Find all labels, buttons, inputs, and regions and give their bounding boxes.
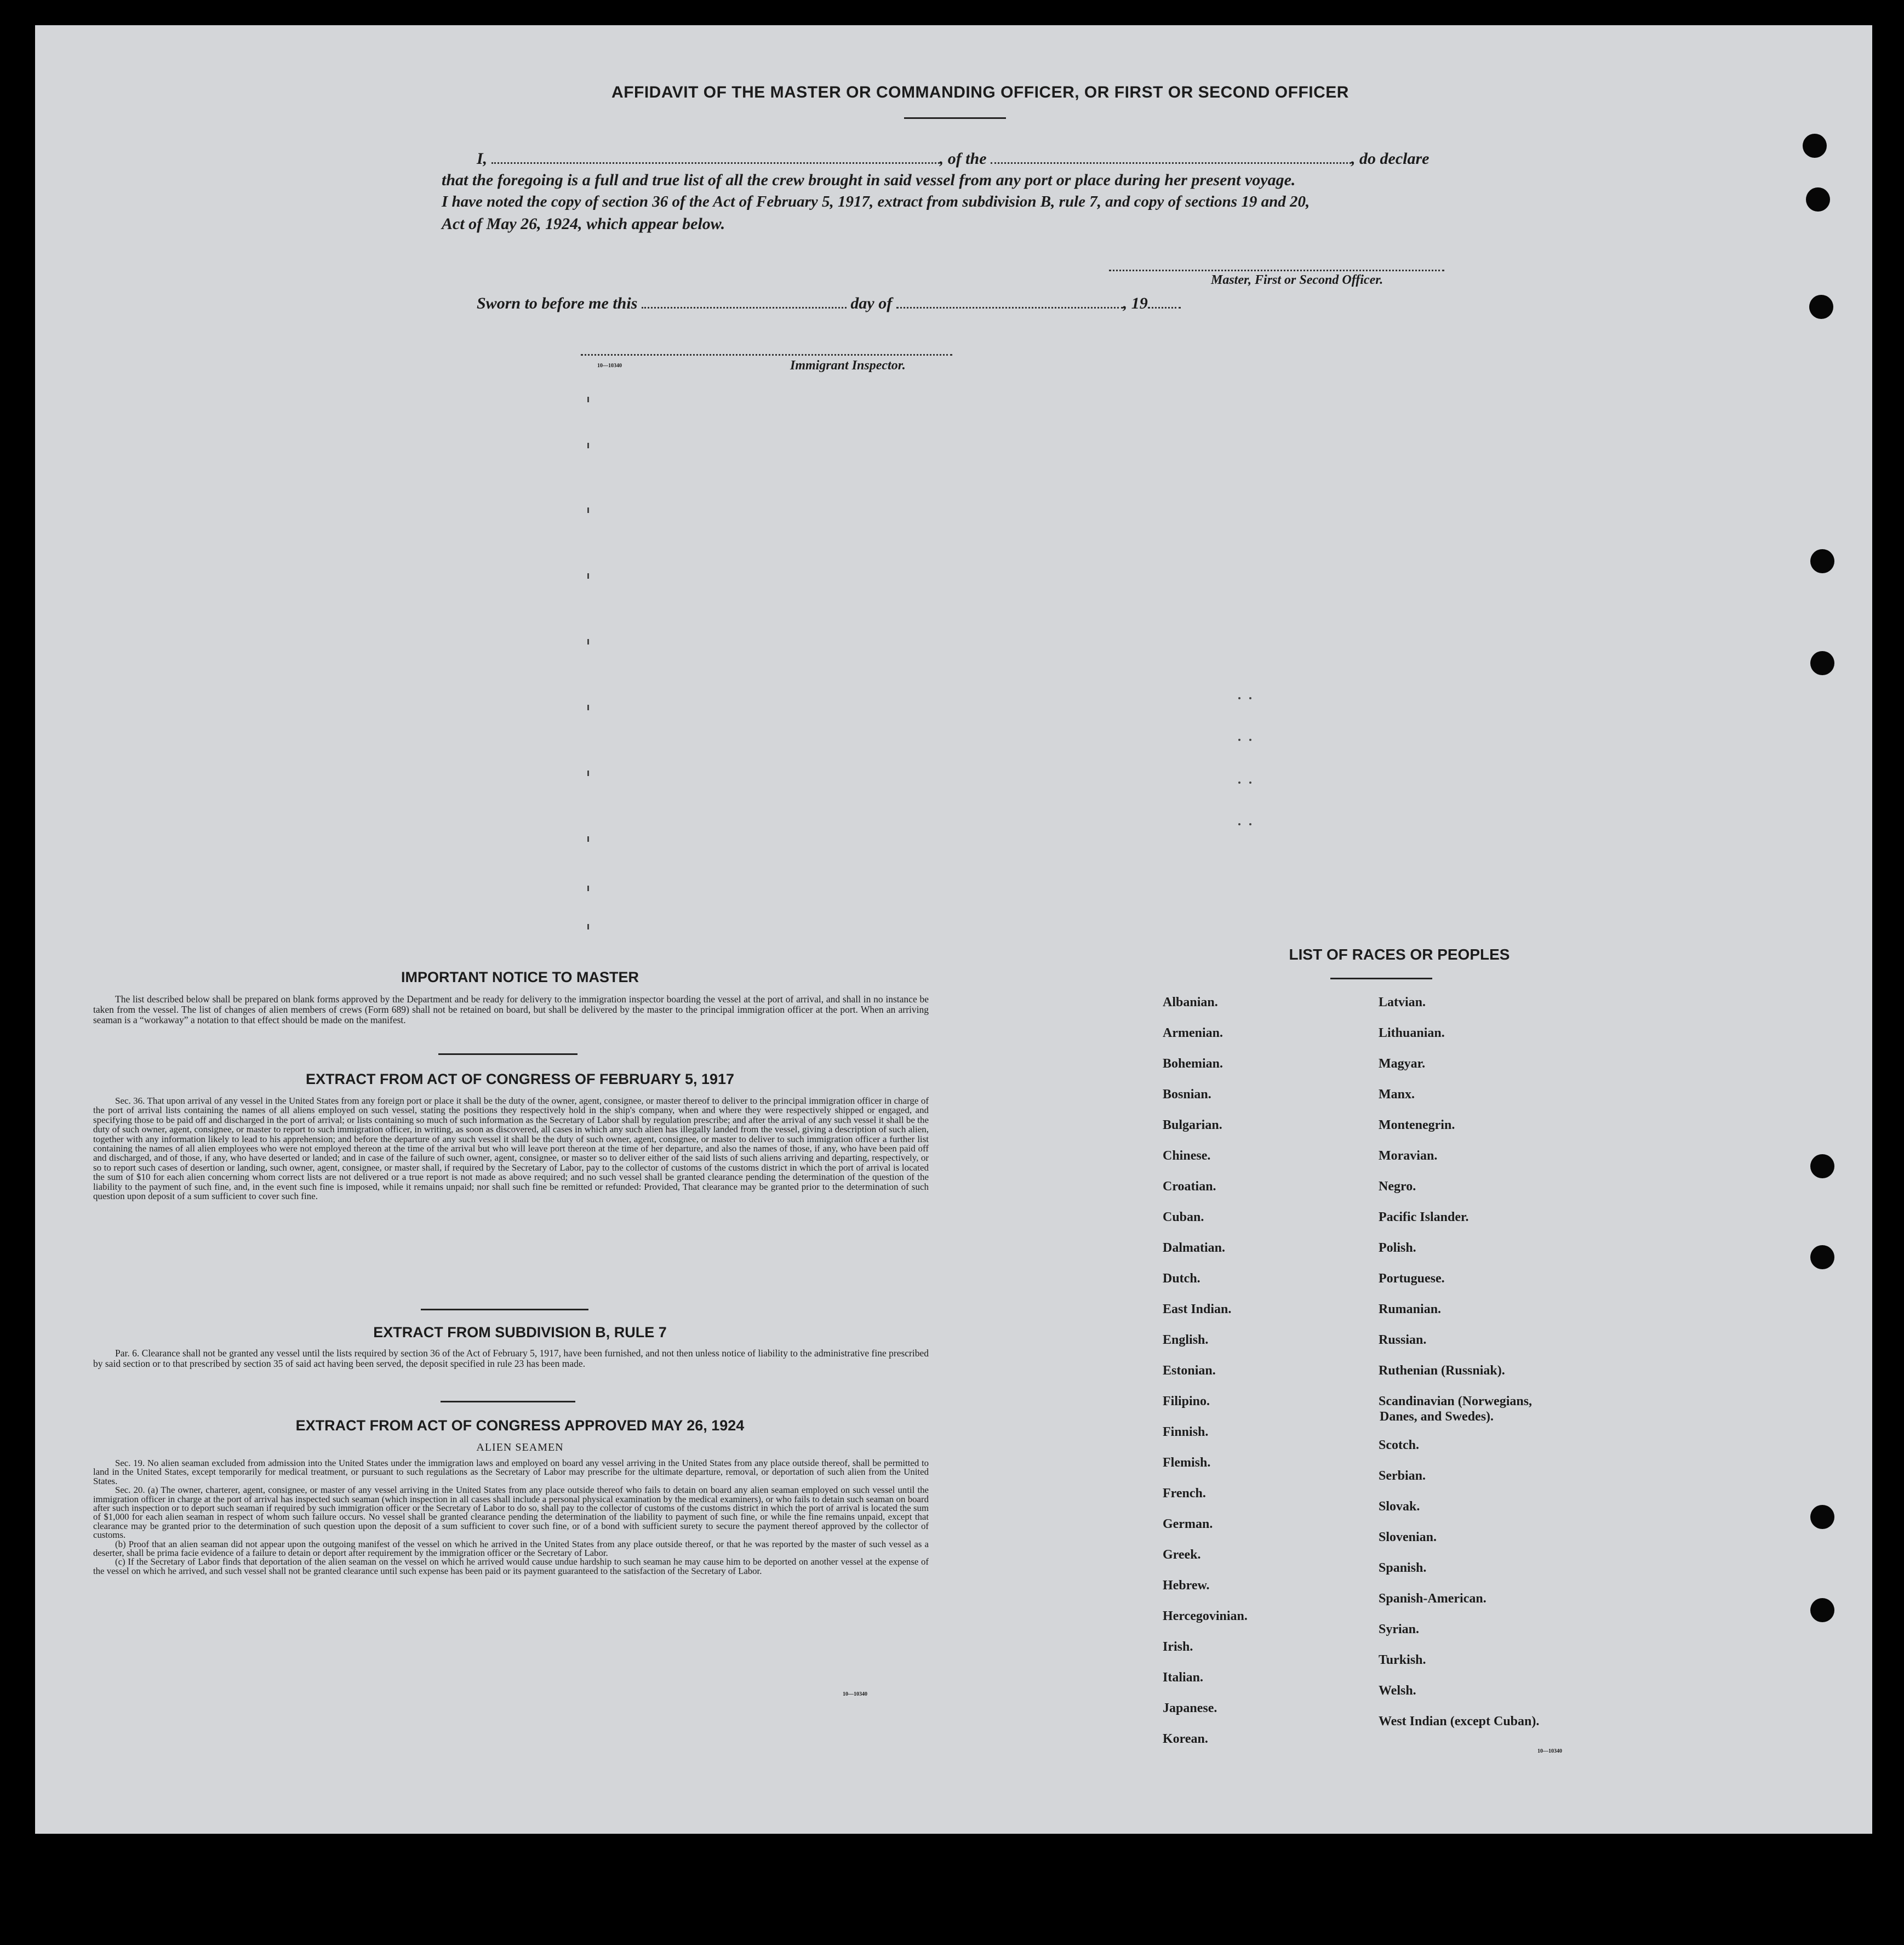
sec19-paragraph: Sec. 19. No alien seaman excluded from admission into the United States under the immigration laws and employed on board any vessel arriving in the United States from any place outside thereof, shall be permitted to land in the United States, except temporarily for medical treatment, or pursuant to such regulations as the Secretary of Labor may prescribe for the ultimate departure, removal, or deportation of such alien from the United States. — [93, 1458, 929, 1486]
sworn-day-field[interactable] — [642, 294, 847, 309]
race-item: Japanese. — [1163, 1701, 1217, 1715]
race-item: Irish. — [1163, 1640, 1193, 1654]
race-item: Manx. — [1379, 1087, 1415, 1102]
race-item: Slovenian. — [1379, 1530, 1437, 1544]
race-item: Bulgarian. — [1163, 1118, 1222, 1132]
race-item: Turkish. — [1379, 1653, 1426, 1667]
divider — [1330, 978, 1432, 979]
extract-1924-title: EXTRACT FROM ACT OF CONGRESS APPROVED MAY 26, 1924 — [295, 1417, 745, 1434]
race-item: Negro. — [1379, 1179, 1416, 1194]
punch-hole-icon — [1810, 651, 1834, 675]
race-item: Spanish. — [1379, 1561, 1427, 1575]
race-item: Hebrew. — [1163, 1578, 1210, 1593]
race-item: Bosnian. — [1163, 1087, 1211, 1102]
race-item: Montenegrin. — [1379, 1118, 1455, 1132]
declaration-i: I, — [477, 150, 488, 168]
punch-hole-icon — [1810, 1505, 1834, 1529]
punch-hole-icon — [1810, 1154, 1834, 1178]
extract-1917-title: EXTRACT FROM ACT OF CONGRESS OF FEBRUARY 5, 1917 — [305, 1071, 735, 1087]
notice-text — [93, 994, 929, 1025]
name-field[interactable] — [491, 149, 940, 164]
divider — [438, 1053, 578, 1055]
race-item: Scotch. — [1379, 1438, 1419, 1452]
sec20c-paragraph: (c) If the Secretary of Labor finds that deportation of the alien seaman on the vessel on which he arrived would cause undue hardship to such seaman he may cause him to be deported on another vessel at the expense of the vessel on which he arrived, and such vessel shall not be granted clearance until such expense has been paid or its payment guaranteed to the satisfaction of the Secretary of Labor. — [93, 1556, 929, 1576]
extract-rule7-text — [93, 1348, 929, 1369]
race-item: Portuguese. — [1379, 1271, 1445, 1286]
race-item: Albanian. — [1163, 995, 1218, 1009]
race-item: English. — [1163, 1333, 1209, 1347]
race-item: Dutch. — [1163, 1271, 1200, 1286]
declaration-do-declare: , do declare — [1351, 150, 1430, 168]
race-item: Finnish. — [1163, 1425, 1209, 1439]
race-item: Flemish. — [1163, 1456, 1211, 1470]
declaration-of-the: , of the — [939, 150, 987, 168]
form-number-races: 10—10340 — [1537, 1748, 1562, 1754]
race-item: Pacific Islander. — [1379, 1210, 1469, 1224]
races-title: LIST OF RACES OR PEOPLES — [1289, 946, 1510, 963]
inspector-caption: Immigrant Inspector. — [790, 358, 906, 373]
sworn-line — [477, 294, 1181, 313]
title-divider — [904, 117, 1006, 119]
form-sheet — [35, 25, 1872, 1834]
sec20a-paragraph: Sec. 20. (a) The owner, charterer, agent, consignee, or master of any vessel arriving in the United States from any place outside thereof who fails to detain on board any alien seaman employed on such vessel until the immigration officer in charge at the port of arrival has inspected such seaman (which inspection in all cases shall include a personal physical examination by the medical examiners), or who fails to detain such seaman on board after such inspection or to deport such seaman if required by such immigration officer or the Secretary of Labor to do so, shall pay to the collector of customs of the customs district in which the port of arrival is located the sum of $1,000 for each alien seaman in respect of whom such failure occurs. No vessel shall be granted clearance pending the determination of the liability to payment of such fine, or while the fine remains unpaid, except that clearance may be granted prior to the determination of such question upon the deposit of a sum sufficient to cover such fine, or of a bond with sufficient surety to secure the payment thereof approved by the collector of customs. — [93, 1485, 929, 1541]
race-item: Rumanian. — [1379, 1302, 1442, 1316]
divider — [441, 1401, 575, 1402]
divider — [421, 1309, 588, 1310]
race-item: Ruthenian (Russniak). — [1379, 1364, 1505, 1378]
race-item: Greek. — [1163, 1548, 1201, 1562]
race-item: Polish. — [1379, 1241, 1416, 1255]
race-item: Armenian. — [1163, 1026, 1223, 1040]
race-item: Latvian. — [1379, 995, 1426, 1009]
race-item: Moravian. — [1379, 1149, 1438, 1163]
extract-rule7-title: EXTRACT FROM SUBDIVISION B, RULE 7 — [373, 1324, 667, 1341]
alien-seamen-subtitle: ALIEN SEAMEN — [476, 1441, 564, 1453]
race-scandinavian-line2: Danes, and Swedes). — [1380, 1410, 1494, 1424]
form-number-extract: 10—10340 — [843, 1691, 867, 1697]
punch-hole-icon — [1810, 549, 1834, 573]
race-item: Croatian. — [1163, 1179, 1216, 1194]
race-item: Hercegovinian. — [1163, 1609, 1248, 1623]
race-item: East Indian. — [1163, 1302, 1232, 1316]
race-item: Cuban. — [1163, 1210, 1204, 1224]
race-item: Estonian. — [1163, 1364, 1216, 1378]
sec36-paragraph: Sec. 36. That upon arrival of any vessel in the United States from any foreign port or place it shall be the duty of the owner, agent, consignee, or master thereof to deliver to the principal immigration officer in charge of the port of arrival lists containing the names of all aliens employed on such vessel, stating the positions they respectively hold in the ship's company, when and where they were respectively shipped or engaged, and specifying those to be paid off and discharged in the port of arrival; or lists containing so much of such information as the Secretary of Labor shall by regulation prescribe; and after the arrival of any such vessel it shall be the duty of such owner, agent, consignee, or master to report to such immigration officer, in writing, as soon as discovered, all cases in which any such alien has illegally landed from the vessel, giving a description of such alien, together with any information likely to lead to his apprehension; and before the departure of any such vessel it shall be the duty of such owner, agent, consignee, or master to deliver to such immigration officer a further list containing the names of all alien employees who were not employed thereon at the time of the arrival but who will leave port thereon at the time of her departure, and also the names of those, if any, who have been paid off and discharged, and of those, if any, who have deserted or landed; and in case of the failure of such owner, agent, consignee, or master so to deliver either of the said lists of such aliens arriving and departing, respectively, or so to report such cases of desertion or landing, such owner, agent, consignee, or master shall, if required by the Secretary of Labor, pay to the collector of customs of the customs district in which the port of arrival is located the sum of $10 for each alien concerning whom correct lists are not delivered or a true report is not made as above required; and no such vessel shall be granted clearance pending the determination of the question of the liability to the payment of such fine, and, in the event such fine is imposed, while it remains unpaid; nor shall such fine be remitted or refunded: Provided, That clearance may be granted prior to the determination of such question upon deposit of a sum sufficient to cover such fine. — [93, 1096, 929, 1202]
rule7-paragraph: Par. 6. Clearance shall not be granted any vessel until the lists required by section 36 of the Act of February 5, 1917, have been furnished, and not then unless notice of liability to the administrative fine prescribed by said section or to that prescribed by section 35 of said act having been served, the deposit specified in rule 23 has been made. — [93, 1348, 929, 1369]
inspector-signature-line[interactable] — [581, 354, 952, 356]
race-item: French. — [1163, 1486, 1206, 1501]
race-item: Welsh. — [1379, 1684, 1416, 1698]
punch-hole-icon — [1809, 295, 1833, 319]
sworn-year-field[interactable] — [1148, 294, 1181, 309]
race-item: Spanish-American. — [1379, 1592, 1486, 1606]
extract-1917-text — [93, 1096, 929, 1201]
punch-hole-icon — [1803, 134, 1827, 158]
race-item: Scandinavian (Norwegians, — [1379, 1394, 1533, 1408]
sworn-day-of: day of — [850, 294, 893, 312]
notice-title: IMPORTANT NOTICE TO MASTER — [401, 969, 639, 985]
race-item: Bohemian. — [1163, 1057, 1223, 1071]
race-item: Filipino. — [1163, 1394, 1210, 1408]
race-item: German. — [1163, 1517, 1213, 1531]
vessel-field[interactable] — [991, 149, 1351, 164]
race-item: Russian. — [1379, 1333, 1427, 1347]
sworn-month-field[interactable] — [896, 294, 1123, 309]
race-item: Chinese. — [1163, 1149, 1211, 1163]
race-item: West Indian (except Cuban). — [1379, 1714, 1540, 1729]
sec20b-paragraph: (b) Proof that an alien seaman did not appear upon the outgoing manifest of the vessel on which he arrived in the United States from any place outside thereof, or that he was reported by the master of such vessel as a deserter, shall be prima facie evidence of a failure to detain or deport after requirement by the immigration officer or the Secretary of Labor. — [93, 1538, 929, 1559]
extract-1924-text — [93, 1459, 929, 1576]
punch-hole-icon — [1810, 1598, 1834, 1622]
race-item: Italian. — [1163, 1670, 1204, 1685]
affidavit-title: AFFIDAVIT OF THE MASTER OR COMMANDING OFFICER, OR FIRST OR SECOND OFFICER — [611, 83, 1349, 101]
sworn-year-prefix: , 19 — [1123, 294, 1148, 312]
punch-hole-icon — [1806, 187, 1830, 212]
race-item: Slovak. — [1379, 1499, 1420, 1514]
declaration-line-3: I have noted the copy of section 36 of the Act of February 5, 1917, extract from subdivision B, rule 7, and copy of sections 19 and 20, — [442, 193, 1310, 210]
punch-hole-icon — [1810, 1245, 1834, 1269]
race-item: Serbian. — [1379, 1469, 1426, 1483]
race-item: Magyar. — [1379, 1057, 1426, 1071]
race-item: Korean. — [1163, 1732, 1208, 1746]
sworn-text: Sworn to before me this — [477, 294, 638, 312]
race-item: Lithuanian. — [1379, 1026, 1445, 1040]
signature-line[interactable] — [1109, 270, 1444, 271]
notice-paragraph: The list described below shall be prepared on blank forms approved by the Department and be ready for delivery to the immigration inspector boarding the vessel at the port of arrival, and shall in no instance be taken from the vessel. The list of changes of alien members of crews (Form 689) shall not be retained on board, but shall be delivered by the master to the principal immigration officer at the port. When an arriving seaman is a “workaway” a notation to that effect should be made on the manifest. — [93, 994, 929, 1025]
declaration-line-4: Act of May 26, 1924, which appear below. — [442, 215, 725, 233]
form-number-top: 10—10340 — [597, 363, 622, 369]
race-item: Dalmatian. — [1163, 1241, 1225, 1255]
declaration-line-1 — [477, 149, 1429, 168]
race-item: Syrian. — [1379, 1622, 1420, 1636]
declaration-line-2: that the foregoing is a full and true list of all the crew brought in said vessel from any port or place during her present voyage. — [442, 171, 1296, 189]
signature-caption: Master, First or Second Officer. — [1211, 273, 1383, 287]
